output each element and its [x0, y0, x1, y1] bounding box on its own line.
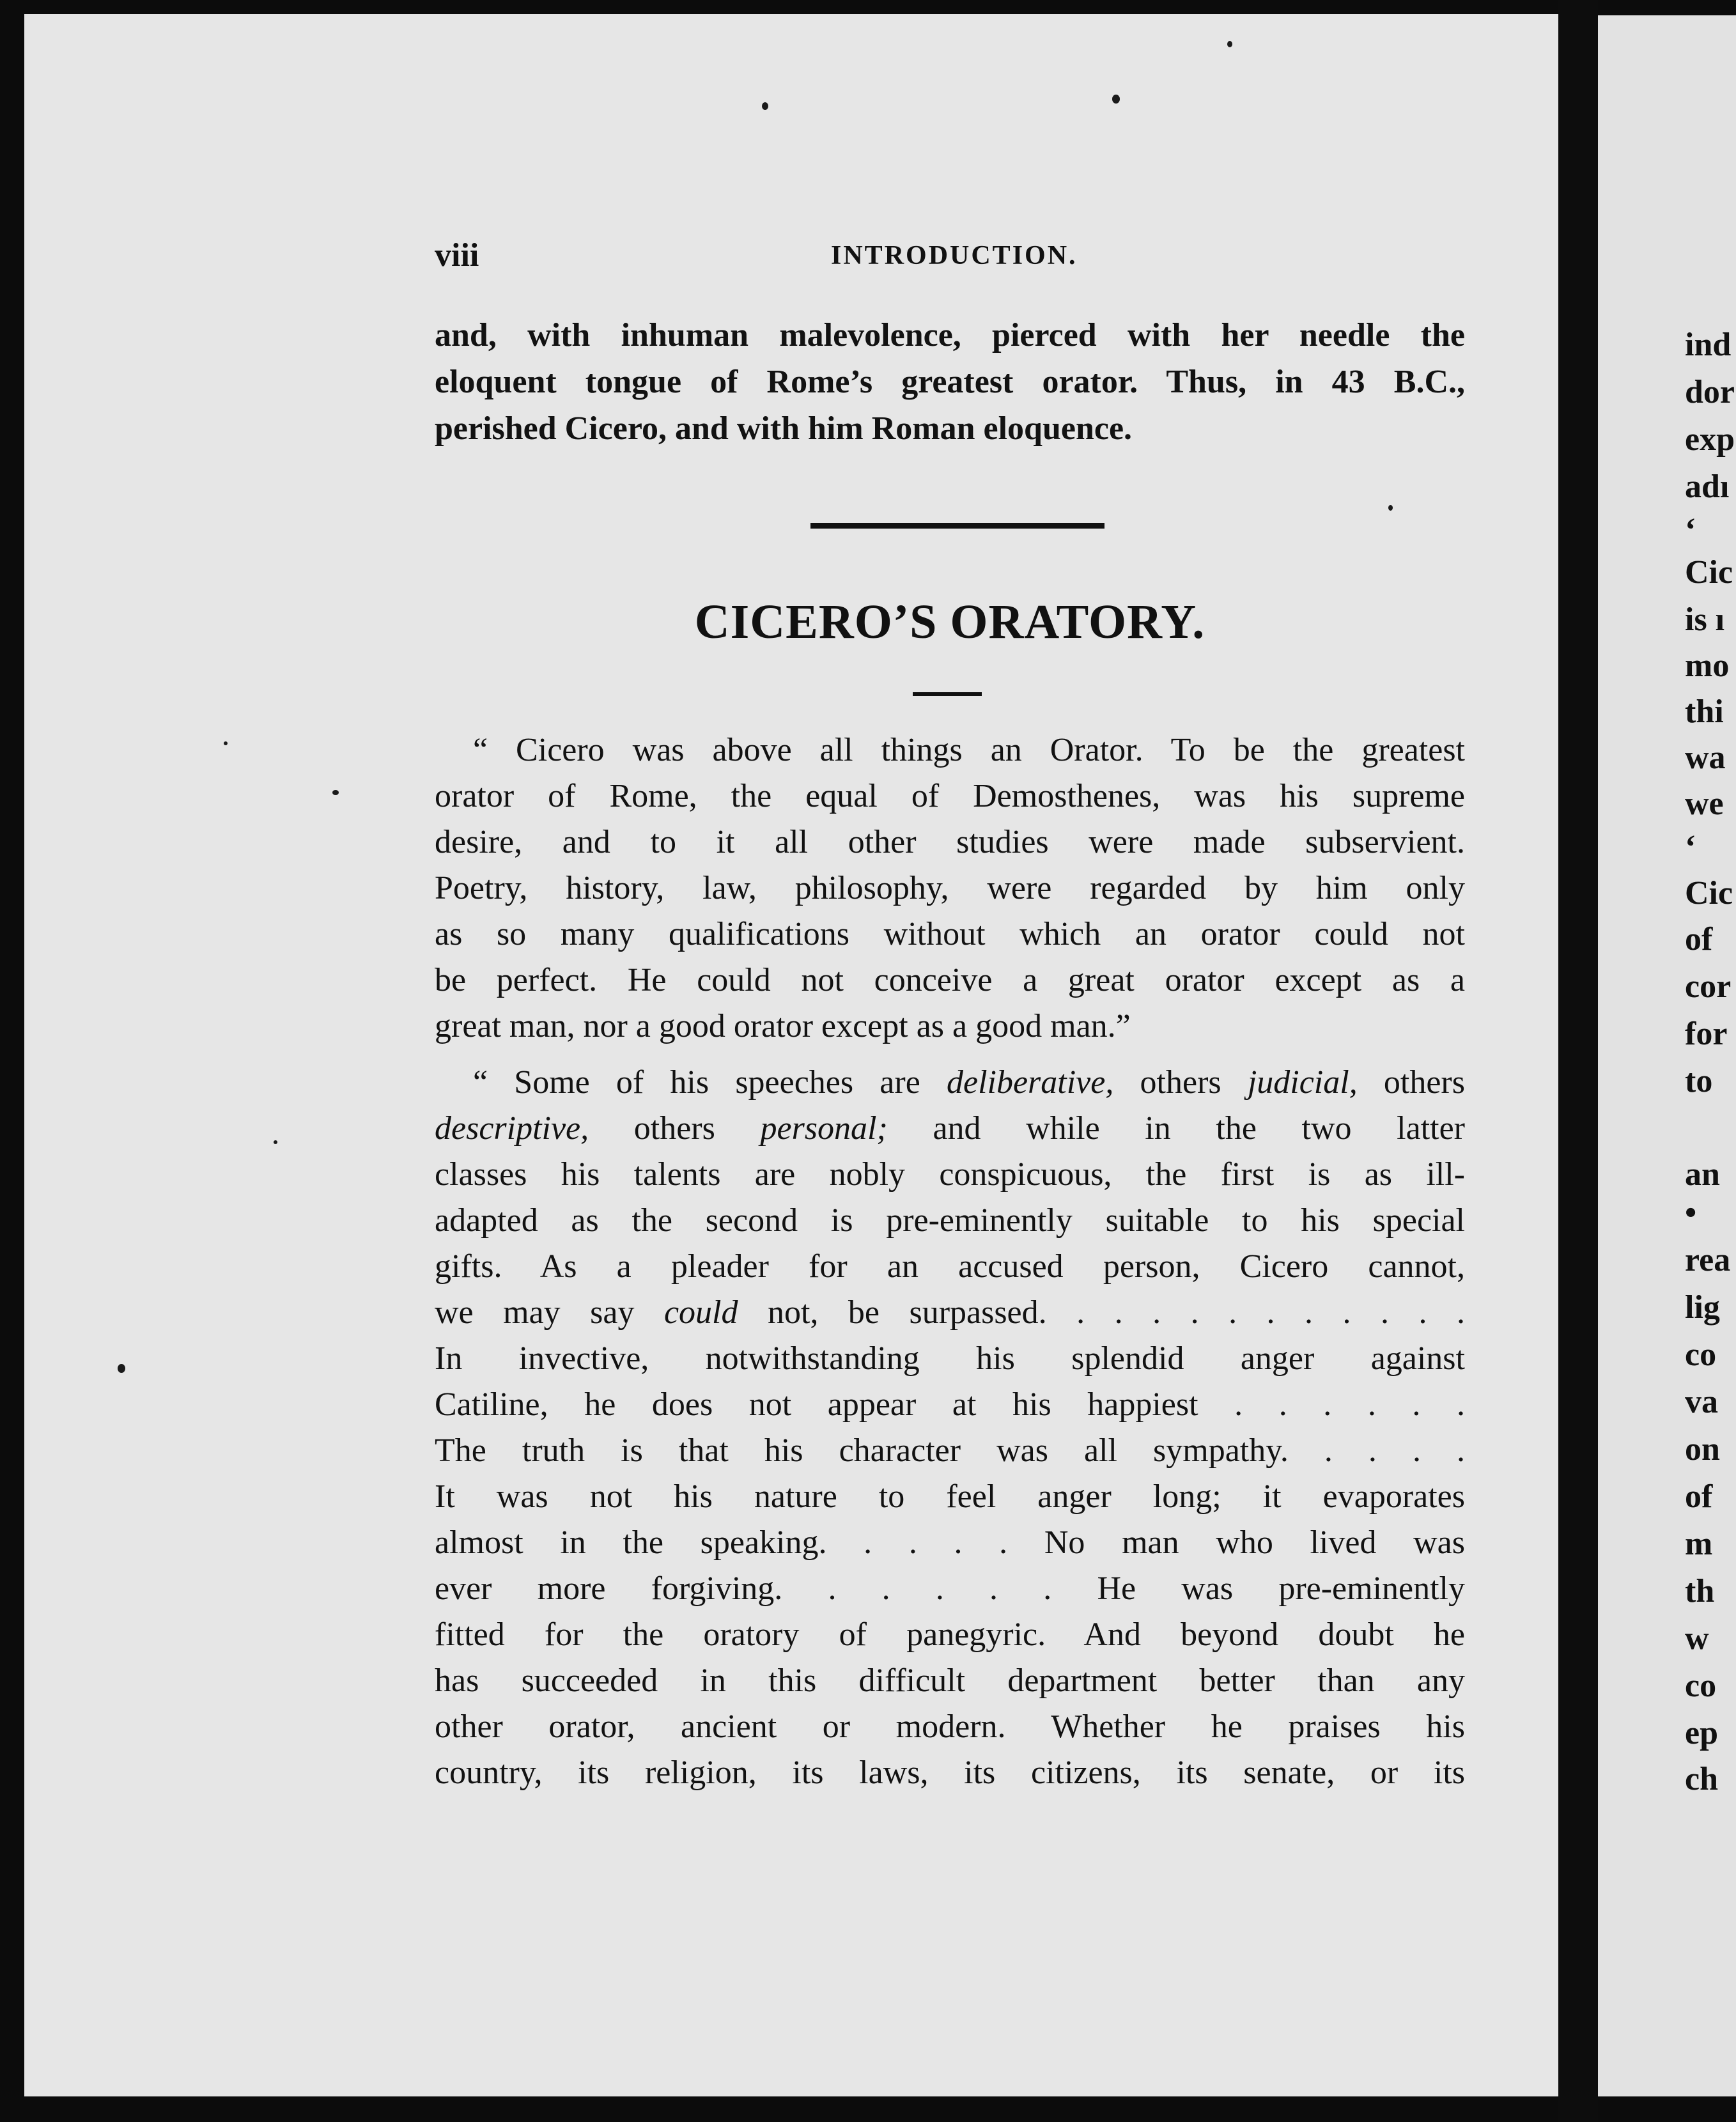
text-span: we may say [435, 1294, 664, 1331]
text-line: The truth is that his character was all sympathy. . . . . [435, 1432, 1465, 1469]
text-span: others [1113, 1064, 1248, 1101]
facing-line-fragment: wa [1685, 740, 1726, 776]
scan-speck [118, 1364, 125, 1373]
scan-speck [1388, 505, 1393, 511]
facing-line-fragment: w [1685, 1620, 1709, 1657]
facing-line-fragment: of [1685, 1478, 1713, 1515]
text-line: other orator, ancient or modern. Whether he praises his [435, 1708, 1465, 1745]
facing-line-fragment: adı [1685, 469, 1730, 505]
facing-line-fragment: • [1685, 1195, 1697, 1231]
text-span: others [1357, 1064, 1465, 1101]
scan-speck [332, 790, 339, 795]
facing-line-fragment: rea [1685, 1242, 1731, 1278]
facing-line-fragment: of [1685, 921, 1713, 957]
quote-paragraph-two [435, 1060, 1465, 1796]
quote-paragraph-one [435, 727, 1465, 1049]
text-line: desire, and to it all other studies were made subservient. [435, 824, 1465, 860]
facing-line-fragment: ep [1685, 1715, 1718, 1751]
intro-paragraph [435, 312, 1465, 452]
text-line: country, its religion, its laws, its citizens, its senate, or its [435, 1754, 1465, 1791]
text-line [435, 1106, 1465, 1152]
section-title: CICERO’S ORATORY. [694, 595, 1205, 649]
text-line [435, 1290, 1465, 1336]
italic-term: personal; [760, 1110, 888, 1147]
text-span: “ Some of his speeches are [473, 1064, 947, 1101]
text-line: almost in the speaking. . . . . No man who lived was [435, 1524, 1465, 1561]
scan-speck [1112, 95, 1120, 104]
text-line: has succeeded in this difficult department better than any [435, 1662, 1465, 1699]
scan-speck [224, 741, 228, 745]
text-span: and while in the two latter [887, 1110, 1465, 1147]
scan-speck [274, 1140, 277, 1144]
text-line: adapted as the second is pre-eminently suitable to his special [435, 1202, 1465, 1239]
facing-line-fragment: dor [1685, 374, 1735, 410]
text-line: orator of Rome, the equal of Demosthenes, was his supreme [435, 778, 1465, 814]
text-span: not, be surpassed. . . . . . . . . . . . [738, 1294, 1465, 1331]
text-line: be perfect. He could not conceive a great orator except as a [435, 962, 1465, 998]
facing-line-fragment: we [1685, 786, 1724, 822]
text-span: others [589, 1110, 761, 1147]
text-line: classes his talents are nobly conspicuous, the first is as ill- [435, 1156, 1465, 1193]
facing-line-fragment: cor [1685, 968, 1732, 1005]
facing-line-fragment: ‘ [1685, 829, 1696, 865]
page-number: viii [435, 237, 479, 274]
text-line: eloquent tongue of Rome’s greatest orator. Thus, in 43 B.C., [435, 364, 1465, 400]
facing-line-fragment: an [1685, 1156, 1720, 1193]
text-line: “ Cicero was above all things an Orator. To be the greatest [473, 732, 1465, 768]
facing-line-fragment: lig [1685, 1289, 1720, 1326]
facing-line-fragment: to [1685, 1063, 1713, 1099]
text-line: ever more forgiving. . . . . . He was pre-eminently [435, 1570, 1465, 1607]
text-line: great man, nor a good orator except as a good man.” [435, 1008, 1131, 1044]
book-gutter [1558, 0, 1598, 2122]
scan-speck [762, 102, 768, 110]
facing-line-fragment: va [1685, 1384, 1718, 1420]
text-line: perished Cicero, and with him Roman eloquence. [435, 410, 1133, 447]
facing-line-fragment: ‘ [1685, 512, 1696, 548]
text-line: In invective, notwithstanding his splendid anger against [435, 1340, 1465, 1377]
facing-line-fragment: th [1685, 1573, 1715, 1609]
text-line: Poetry, history, law, philosophy, were regarded by him only [435, 870, 1465, 906]
facing-line-fragment: Cic [1685, 875, 1733, 911]
text-line [435, 1060, 1465, 1106]
running-head [435, 236, 1470, 275]
title-underline [913, 692, 982, 696]
facing-line-fragment: exp [1685, 421, 1735, 458]
italic-term: descriptive, [435, 1110, 589, 1147]
text-line: gifts. As a pleader for an accused person, Cicero cannot, [435, 1248, 1465, 1285]
facing-line-fragment: thi [1685, 693, 1724, 730]
facing-line-fragment: for [1685, 1016, 1728, 1052]
italic-term: judicial, [1247, 1064, 1358, 1101]
scan-speck [1227, 41, 1232, 47]
facing-line-fragment: ch [1685, 1761, 1718, 1797]
facing-line-fragment: m [1685, 1526, 1713, 1562]
facing-line-fragment: is ı [1685, 601, 1725, 638]
running-title: INTRODUCTION. [831, 241, 1078, 270]
text-line: fitted for the oratory of panegyric. And beyond doubt he [435, 1616, 1465, 1653]
facing-line-fragment: Cic [1685, 554, 1733, 591]
facing-line-fragment: co [1685, 1336, 1717, 1373]
facing-line-fragment: mo [1685, 647, 1730, 684]
text-line: Catiline, he does not appear at his happiest . . . . . . [435, 1386, 1465, 1423]
text-line: as so many qualifications without which an orator could not [435, 916, 1465, 952]
italic-term: could [663, 1294, 738, 1331]
text-line: It was not his nature to feel anger long; it evaporates [435, 1478, 1465, 1515]
section-divider [810, 523, 1104, 529]
facing-line-fragment: on [1685, 1431, 1720, 1468]
facing-line-fragment: co [1685, 1668, 1717, 1704]
italic-term: deliberative, [946, 1064, 1114, 1101]
text-line: and, with inhuman malevolence, pierced with her needle the [435, 317, 1465, 353]
facing-line-fragment: ind [1685, 327, 1732, 363]
